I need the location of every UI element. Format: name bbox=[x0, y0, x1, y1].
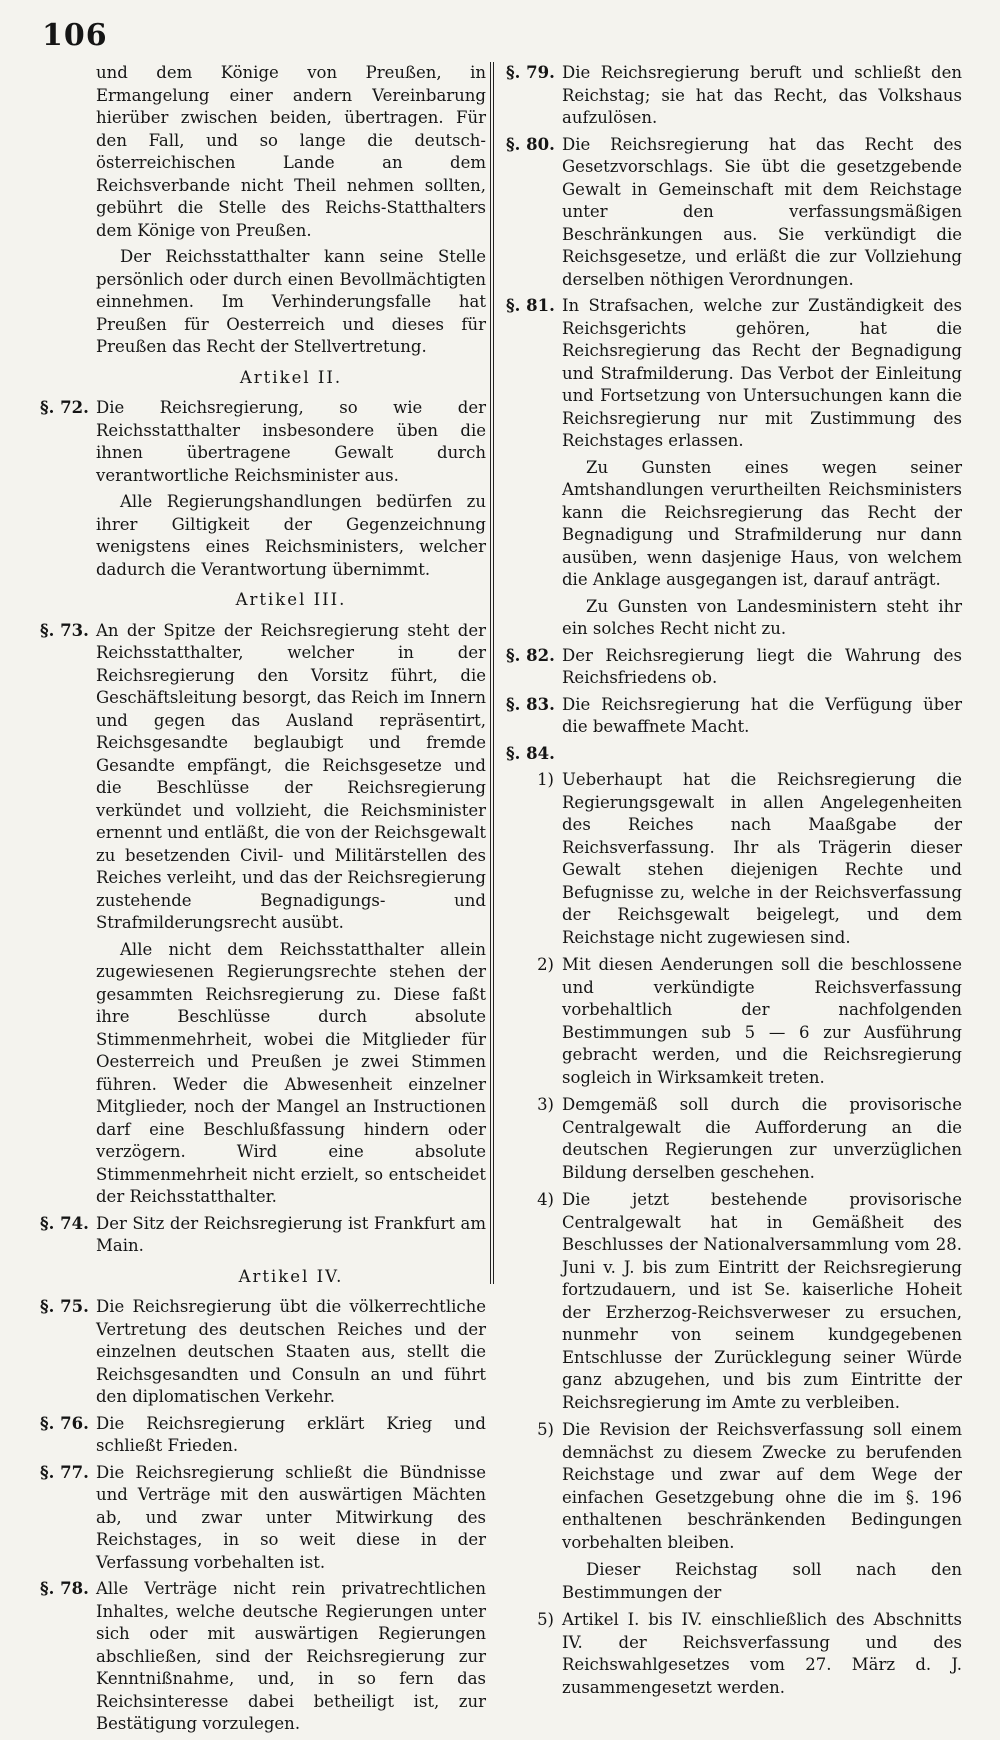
section-number: §. 82. bbox=[506, 645, 555, 665]
section-text: Die Reichsregierung beruft und schließt den Reichstag; sie hat das Recht, das Volkshaus aufzulösen. bbox=[562, 63, 962, 127]
section-78 bbox=[40, 1578, 486, 1736]
section-number: §. 77. bbox=[40, 1462, 89, 1482]
section-number: §. 75. bbox=[40, 1297, 89, 1316]
item-text: Die jetzt bestehende provisorische Centralgewalt hat in Gemäßheit des Beschlusses der Nationalversammlung vom 28. Juni v. J. bis zum Eintritt der Reichsregierung fortzudauern, und ist Se. kaiserliche Hoheit der Erzherzog-Reichsverweser zu ersuchen, nunmehr von seinem kundgegebenen Entschlusse der Zurücklegung seiner Würde ganz abzugehen, und bis zum Eintritte der Reichsregierung im Amte zu verbleiben. bbox=[562, 1190, 962, 1412]
section-number: §. 79. bbox=[506, 63, 555, 82]
section-84-continuation: Dieser Reichstag soll nach den Bestimmungen der bbox=[562, 1560, 962, 1602]
section-82 bbox=[506, 645, 962, 690]
section-text: Die Reichsregierung, so wie der Reichsstatthalter insbesondere üben die ihnen übertragene Gewalt durch verantwortliche Reichsminister aus. bbox=[96, 398, 486, 485]
section-text: Alle Verträge nicht rein privatrechtlichen Inhaltes, welche deutsche Regierungen unter sich oder mit auswärtigen Regierungen abschließen, sind der Reichsregierung zur Kenntnißnahme, und, in so fern das Reichsinteresse dabei betheiligt ist, zur Bestätigung vorzulegen. bbox=[96, 1579, 486, 1733]
section-number: §. 72. bbox=[40, 398, 89, 417]
section-80 bbox=[506, 134, 962, 292]
section-72 bbox=[40, 397, 486, 487]
left-column bbox=[40, 62, 486, 1740]
item-text: Mit diesen Aenderungen soll die beschlossene und verkündigte Reichsverfassung vorbehaltlich der nachfolgenden Bestimmungen sub 5 — 6 zur Ausführung gebracht werden, und die Reichsregierung sogleich in Wirksamkeit treten. bbox=[562, 955, 962, 1087]
section-text: Die Reichsregierung hat das Recht des Gesetzvorschlags. Sie übt die gesetzgebende Gewalt in Gemeinschaft mit dem Reichstage unter den verfassungsmäßigen Beschränkungen aus. Sie verkündigt die Reichsgesetze, und erläßt die zur Vollziehung derselben nöthigen Verordnungen. bbox=[562, 134, 962, 289]
section-72-paragraph: Alle Regierungshandlungen bedürfen zu ihrer Giltigkeit der Gegenzeichnung wenigstens eines Reichsministers, welcher dadurch die Verantwortung übernimmt. bbox=[96, 492, 486, 579]
section-73-paragraph: Alle nicht dem Reichsstatthalter allein zugewiesenen Regierungsrechte stehen der gesammten Reichsregierung zu. Diese faßt ihre Beschlüsse durch absolute Stimmenmehrheit, wobei die Mitglieder für Oesterreich und Preußen je zwei Stimmen führen. Weder die Abwesenheit einzelner Mitglieder, noch der Mangel an Instructionen darf eine Beschlußfassung hindern oder verzögern. Wird eine absolute Stimmenmehrheit nicht erzielt, so entscheidet der Reichsstatthalter. bbox=[96, 939, 486, 1206]
section-text: In Strafsachen, welche zur Zuständigkeit des Reichsgerichts gehören, hat die Reichsregierung das Recht der Begnadigung und Strafmilderung. Das Verbot der Einleitung und Fortsetzung von Untersuchungen kann die Reichsregierung nur mit Zustimmung des Reichstages erlassen. bbox=[562, 296, 962, 450]
section-number: §. 73. bbox=[40, 620, 89, 640]
section-76 bbox=[40, 1413, 486, 1458]
section-text: Die Reichsregierung übt die völkerrechtliche Vertretung des deutschen Reiches und der einzelnen deutschen Staaten aus, stellt die Reichsgesandten und Consuln an und führt den diplomatischen Verkehr. bbox=[96, 1297, 486, 1406]
section-number: §. 83. bbox=[506, 694, 555, 714]
section-text: Die Reichsregierung schließt die Bündnisse und Verträge mit den auswärtigen Mächten ab, und zwar unter Mitwirkung des Reichstages, in so weit diese in der Verfassung vorbehalten ist. bbox=[96, 1462, 486, 1572]
section-73 bbox=[40, 620, 486, 935]
section-81 bbox=[506, 295, 962, 453]
section-79 bbox=[506, 62, 962, 130]
list-item bbox=[506, 1094, 962, 1184]
item-label: 3) bbox=[537, 1095, 554, 1114]
intro-paragraph: und dem Könige von Preußen, in Ermangelung einer andern Vereinbarung hierüber zwischen beiden, übertragen. Für den Fall, und so lange die deutsch-österreichischen Lande an dem Reichsverbande nicht Theil nehmen sollten, gebührt die Stelle des Reichs-Statthalters dem Könige von Preußen. bbox=[96, 63, 486, 240]
section-number: §. 80. bbox=[506, 134, 555, 154]
list-item bbox=[506, 1189, 962, 1414]
item-label: 5) bbox=[537, 1610, 554, 1629]
section-text: Der Sitz der Reichsregierung ist Frankfurt am Main. bbox=[96, 1213, 486, 1255]
item-text: Demgemäß soll durch die provisorische Centralgewalt die Aufforderung an die deutschen Regierungen zur unverzüglichen Bildung derselben geschehen. bbox=[562, 1095, 962, 1182]
section-text: Die Reichsregierung erklärt Krieg und schließt Frieden. bbox=[96, 1413, 486, 1455]
column-divider bbox=[490, 62, 494, 1284]
section-text: An der Spitze der Reichsregierung steht der Reichsstatthalter, welcher in der Reichsregierung den Vorsitz führt, die Geschäftsleitung besorgt, das Reich im Innern und gegen das Ausland repräsentirt, Reichsgesandte beglaubigt und fremde Gesandte empfängt, die Reichsgesetze und die Beschlüsse der Reichsregierung verkündet und vollzieht, die Reichsminister ernennt und entläßt, die von der Reichsgewalt zu besetzenden Civil- und Militärstellen des Reiches verleiht, und das der Reichsregierung zustehende Begnadigungs- und Strafmilderungsrecht ausübt. bbox=[96, 620, 486, 932]
intro-indented-paragraph: Der Reichsstatthalter kann seine Stelle persönlich oder durch einen Bevollmächtigten einnehmen. Im Verhinderungsfalle hat Preußen für Oesterreich und dieses für Preußen das Recht der Stellvertretung. bbox=[96, 247, 486, 356]
section-number: §. 74. bbox=[40, 1213, 89, 1233]
section-number: §. 84. bbox=[506, 743, 555, 763]
right-column bbox=[506, 62, 962, 1704]
section-81-paragraph-1: Zu Gunsten eines wegen seiner Amtshandlungen verurtheilten Reichsministers kann die Reichsregierung das Recht der Begnadigung und Strafmilderung nur dann ausüben, wenn dasjenige Haus, von welchem die Anklage ausgegangen ist, darauf anträgt. bbox=[562, 457, 962, 589]
section-83 bbox=[506, 694, 962, 739]
section-84 bbox=[506, 743, 962, 766]
list-item bbox=[506, 954, 962, 1089]
item-label: 2) bbox=[537, 955, 554, 974]
article-4-heading: Artikel IV. bbox=[238, 1266, 344, 1286]
article-3-heading: Artikel III. bbox=[235, 590, 347, 609]
section-text: Die Reichsregierung hat die Verfügung über die bewaffnete Macht. bbox=[562, 694, 962, 736]
list-item bbox=[506, 1419, 962, 1554]
list-item bbox=[506, 1609, 962, 1699]
item-text: Ueberhaupt hat die Reichsregierung die Regierungsgewalt in allen Angelegenheiten des Reiches nach Maaßgabe der Reichsverfassung. Ihr als Trägerin dieser Gewalt stehen diejenigen Rechte und Befugnisse zu, welche in der Reichsverfassung der Reichsgewalt beigelegt, und dem Reichstage nicht zugewiesen sind. bbox=[562, 770, 962, 947]
section-77 bbox=[40, 1462, 486, 1575]
item-text: Die Revision der Reichsverfassung soll einem demnächst zu diesem Zwecke zu berufenden Reichstage und zwar auf dem Wege der einfachen Gesetzgebung ohne die im §. 196 enthaltenen beschränkenden Bedingungen vorbehalten bleiben. bbox=[562, 1420, 962, 1552]
section-text: Der Reichsregierung liegt die Wahrung des Reichsfriedens ob. bbox=[562, 645, 962, 687]
item-text: Artikel I. bis IV. einschließlich des Abschnitts IV. der Reichsverfassung und des Reichswahlgesetzes vom 27. März d. J. zusammengesetzt werden. bbox=[562, 1610, 962, 1697]
item-label: 1) bbox=[537, 770, 554, 789]
section-number: §. 76. bbox=[40, 1413, 89, 1433]
item-label: 5) bbox=[537, 1420, 554, 1439]
section-75 bbox=[40, 1296, 486, 1409]
article-2-heading: Artikel II. bbox=[239, 367, 343, 387]
section-number: §. 81. bbox=[506, 296, 555, 315]
section-number: §. 78. bbox=[40, 1579, 89, 1598]
section-81-paragraph-2: Zu Gunsten von Landesministern steht ihr ein solches Recht nicht zu. bbox=[562, 596, 962, 638]
section-74 bbox=[40, 1213, 486, 1258]
page-number: 106 bbox=[42, 18, 108, 53]
list-item bbox=[506, 769, 962, 949]
item-label: 4) bbox=[537, 1190, 554, 1209]
